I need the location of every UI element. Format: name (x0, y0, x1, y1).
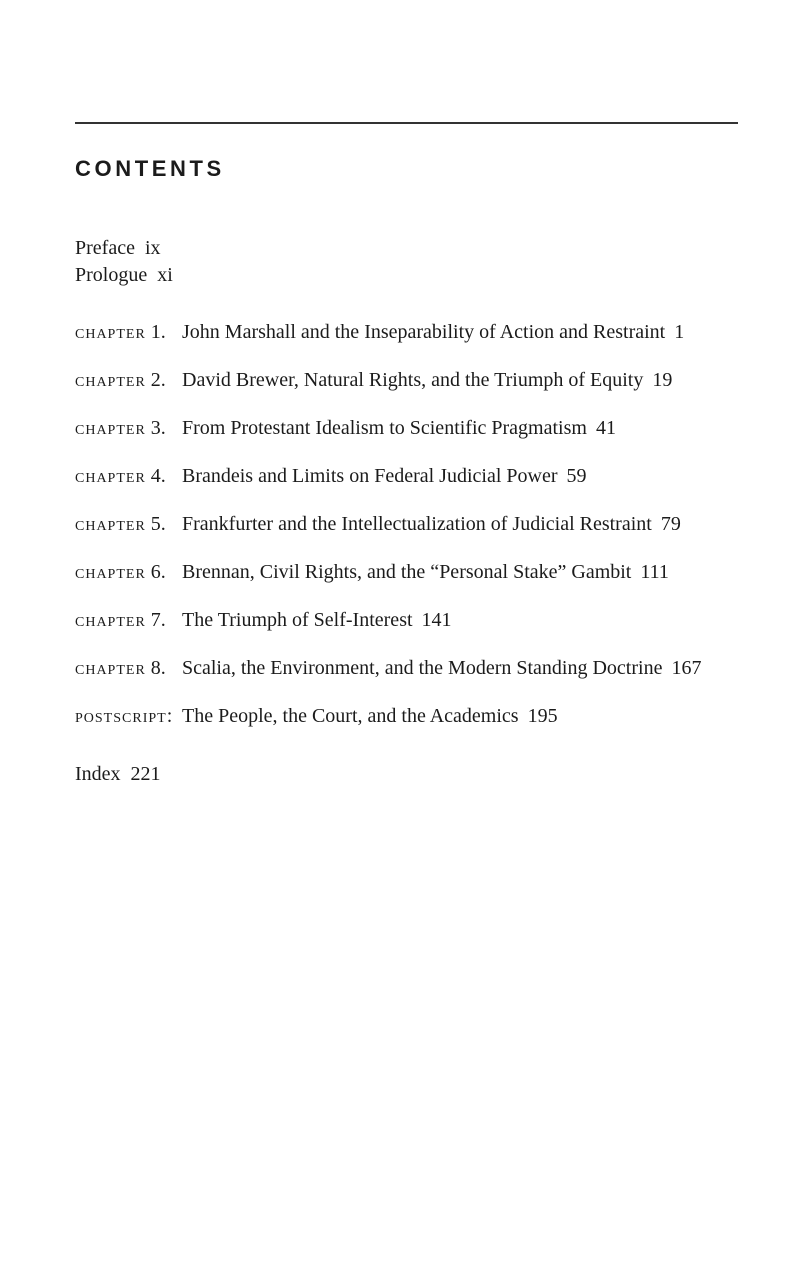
toc-entry-postscript[interactable] (75, 702, 701, 750)
toc-entry-prologue[interactable] (75, 262, 173, 289)
postscript-label: postscript: (75, 705, 173, 727)
chapter-title: Frankfurter and the Intellectualization of Judicial Restraint (182, 513, 652, 535)
chapter-label: chapter 2. (75, 369, 166, 391)
entry-title: Prologue (75, 264, 148, 286)
toc-entry-chapter-2[interactable] (75, 366, 701, 414)
chapter-title: Scalia, the Environment, and the Modern Standing Doctrine (182, 657, 663, 679)
toc-entry-chapter-6[interactable] (75, 558, 701, 606)
chapter-page: 59 (566, 465, 587, 487)
toc-entry-preface[interactable] (75, 235, 173, 262)
entry-title: Index (75, 763, 121, 785)
entry-title: Preface (75, 237, 135, 259)
chapter-title: David Brewer, Natural Rights, and the Triumph of Equity (182, 369, 644, 391)
toc-entry-chapter-1[interactable] (75, 318, 701, 366)
chapter-title: The People, the Court, and the Academics (182, 705, 519, 727)
chapter-page: 167 (671, 657, 702, 679)
top-rule (75, 122, 738, 124)
entry-page: 221 (130, 763, 161, 785)
chapter-label: chapter 1. (75, 321, 166, 343)
toc-entry-chapter-5[interactable] (75, 510, 701, 558)
toc-entry-chapter-7[interactable] (75, 606, 701, 654)
chapter-list (75, 318, 701, 750)
chapter-page: 41 (595, 417, 616, 439)
chapter-page: 1 (674, 321, 685, 343)
toc-entry-chapter-8[interactable] (75, 654, 701, 702)
chapter-page: 79 (660, 513, 681, 535)
chapter-title: Brandeis and Limits on Federal Judicial Power (182, 465, 558, 487)
chapter-label: chapter 6. (75, 561, 166, 583)
chapter-label: chapter 3. (75, 417, 166, 439)
chapter-page: 195 (527, 705, 558, 727)
chapter-page: 141 (421, 609, 452, 631)
chapter-label: chapter 7. (75, 609, 166, 631)
front-matter-list (75, 235, 173, 289)
chapter-title: Brennan, Civil Rights, and the “Personal Stake” Gambit (182, 561, 632, 583)
entry-page: ix (144, 237, 161, 259)
toc-entry-chapter-3[interactable] (75, 414, 701, 462)
chapter-title: John Marshall and the Inseparability of Action and Restraint (182, 321, 666, 343)
chapter-title: The Triumph of Self-Interest (182, 609, 413, 631)
back-matter-list (75, 760, 161, 788)
entry-page: xi (157, 264, 173, 286)
chapter-page: 111 (640, 561, 669, 583)
chapter-page: 19 (652, 369, 673, 391)
chapter-title: From Protestant Idealism to Scientific Pragmatism (182, 417, 587, 439)
chapter-label: chapter 4. (75, 465, 166, 487)
contents-heading: CONTENTS (75, 156, 225, 181)
toc-entry-chapter-4[interactable] (75, 462, 701, 510)
chapter-label: chapter 5. (75, 513, 166, 535)
toc-entry-index[interactable] (75, 760, 161, 788)
chapter-label: chapter 8. (75, 657, 166, 679)
